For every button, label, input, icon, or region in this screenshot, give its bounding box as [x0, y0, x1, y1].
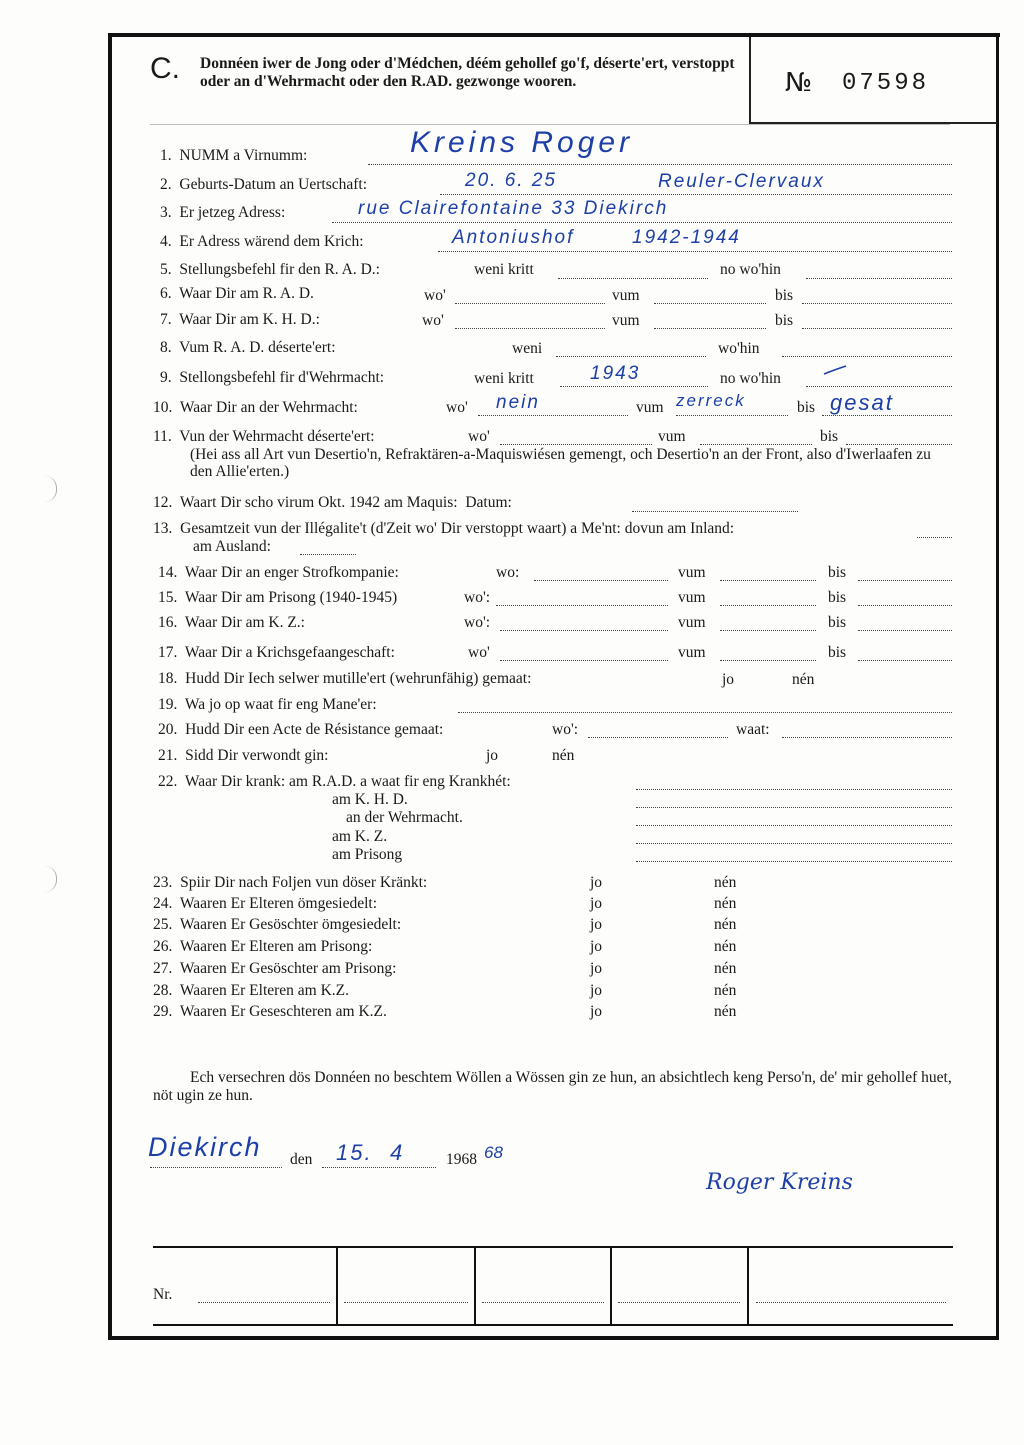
field-label: Waaren Er Geseschteren am K.Z. [179, 1003, 387, 1020]
field-number: 29. [153, 1003, 173, 1020]
field-sublabel: vum [612, 287, 640, 304]
form-section-letter: C. [150, 52, 180, 85]
field-sublabel: bis [797, 399, 816, 416]
field-label: Waar Dir krank: am R.A.D. a waat fir eng Krankhét: [184, 773, 511, 790]
field-label: Stellongsbefehl fir d'Wehrmacht: [179, 369, 385, 386]
table-bottom-line [153, 1324, 953, 1326]
field-sublabel: wo' [424, 287, 446, 304]
field-16-row [158, 614, 305, 632]
table-column-divider [610, 1246, 612, 1326]
field-sublabel: waat: [736, 721, 770, 738]
field-number: 23. [153, 874, 173, 891]
fill-line [478, 414, 628, 416]
field-26-row [153, 938, 372, 956]
field-number: 4. [160, 233, 172, 250]
field-sublabel: am Prisong [332, 846, 403, 863]
yes-option[interactable]: jo [590, 982, 603, 999]
field-sublabel: vum [636, 399, 664, 416]
field-10-row [153, 399, 358, 417]
field-number: 15. [158, 589, 178, 606]
field-label: Wa jo op waat fir eng Mane'er: [184, 696, 377, 713]
fill-line [802, 327, 952, 329]
fill-line [500, 443, 652, 445]
fill-line [560, 385, 708, 387]
field-sublabel: wo' [468, 428, 490, 445]
form-header-text: Donnéen iwer de Jong oder d'Médchen, déém gehollef go'f, déserte'ert, verstoppt oder an d'Wehrmacht oder den R.AD. gezwonge wooren. [200, 55, 735, 90]
field-sublabel: vum [612, 312, 640, 329]
field-9-row [160, 369, 384, 387]
field-23-row [153, 874, 427, 892]
field-5-row [160, 261, 380, 279]
frame-left-border [108, 33, 112, 1340]
field-sublabel: no wo'hin [720, 370, 781, 387]
field-sublabel: no wo'hin [720, 261, 781, 278]
field-number: 7. [160, 311, 172, 328]
no-option[interactable]: nén [714, 1003, 737, 1020]
fill-line [782, 736, 952, 738]
field-label: Waar Dir an enger Strofkompanie: [184, 564, 399, 581]
field-number: 16. [158, 614, 178, 631]
field-sublabel: wo' [468, 644, 490, 661]
field-sublabel: wo' [422, 312, 444, 329]
field-13-row [153, 520, 734, 538]
field-29-row [153, 1003, 387, 1021]
field-sublabel: bis [775, 287, 794, 304]
yes-option[interactable]: jo [590, 960, 603, 977]
name-value[interactable]: Kreins Roger [410, 126, 634, 159]
field-label: Waar Dir am Prisong (1940-1945) [184, 589, 398, 606]
fill-line [534, 579, 668, 581]
fill-line [588, 736, 728, 738]
field-label: Waar Dir a Krichsgefaangeschaft: [184, 644, 395, 661]
field-number: 9. [160, 369, 172, 386]
signature-place[interactable]: Diekirch [148, 1132, 262, 1162]
field-18-row [158, 670, 531, 688]
fill-line [482, 1301, 604, 1303]
fill-line [858, 604, 952, 606]
fill-line [636, 824, 952, 826]
wehrmacht-order-year[interactable]: 1943 [590, 363, 641, 384]
fill-line [720, 579, 816, 581]
fill-line [720, 659, 816, 661]
field-22-row [158, 773, 511, 791]
field-number: 21. [158, 747, 178, 764]
field-sublabel: an der Wehrmacht. [346, 809, 463, 826]
field-sublabel: bis [828, 614, 847, 631]
field-25-row [153, 916, 401, 934]
fill-line [438, 250, 952, 252]
table-top-line [153, 1246, 953, 1248]
field-number: 25. [153, 916, 173, 933]
fill-line [858, 579, 952, 581]
fill-line [806, 277, 952, 279]
table-column-divider [474, 1246, 476, 1326]
field-sublabel: am K. H. D. [332, 791, 408, 808]
field-number: 26. [153, 938, 173, 955]
fill-line [198, 1301, 330, 1303]
fill-line [500, 659, 668, 661]
fill-line [150, 1166, 282, 1168]
fill-line [802, 302, 952, 304]
field-label: Vun der Wehrmacht déserte'ert: [179, 428, 375, 445]
header-rule [150, 124, 950, 125]
fill-line [654, 302, 766, 304]
fill-line [458, 711, 952, 713]
field-label: Vum R. A. D. déserte'ert: [179, 339, 336, 356]
current-address-value[interactable]: rue Clairefontaine 33 Diekirch [358, 198, 669, 219]
number-sign: № [785, 68, 813, 98]
field-sublabel: wo' [446, 399, 468, 416]
signature-day[interactable]: 15. [336, 1140, 373, 1165]
field-label: Hudd Dir een Acte de Résistance gemaat: [185, 721, 444, 738]
fill-line [300, 553, 356, 555]
field-label: Waar Dir am K. H. D.: [179, 311, 320, 328]
table-column-divider [336, 1246, 338, 1326]
field-12-row [153, 494, 512, 512]
fill-line [756, 1301, 946, 1303]
punch-hole-mark [44, 866, 57, 892]
field-sublabel: bis [828, 644, 847, 661]
field-17-row [158, 644, 395, 662]
handwritten-dash [822, 364, 848, 378]
field-sublabel: bis [820, 428, 839, 445]
field-7-row [160, 311, 320, 329]
yes-option[interactable]: jo [590, 895, 603, 912]
field-sublabel: vum [678, 589, 706, 606]
field-sublabel: bis [828, 564, 847, 581]
field-number: 18. [158, 670, 178, 687]
field-label: Waaren Er Elteren ömgesiedelt: [179, 895, 378, 912]
fill-line [917, 536, 952, 538]
frame-top-border [108, 33, 1000, 37]
fill-line [455, 327, 605, 329]
field-sublabel: wo': [464, 589, 491, 606]
field-label: Hudd Dir Iech selwer mutille'ert (wehrunfähig) gemaat: [185, 670, 532, 687]
field-11-note: (Hei ass all Art vun Desertio'n, Refraktären-a-Maquiswiésen gemengt, och Desertio'n an der Front, also d'Iwerlaafen zu den Allie'erten.) [190, 446, 931, 480]
fill-line [636, 788, 952, 790]
field-4-row [160, 233, 364, 251]
fill-line [846, 443, 952, 445]
field-8-row [160, 339, 336, 357]
field-6-row [160, 285, 314, 303]
no-option[interactable]: nén [792, 671, 815, 688]
field-sublabel: wo': [464, 614, 491, 631]
field-19-row [158, 696, 377, 714]
fill-line [720, 604, 816, 606]
fill-line [496, 604, 668, 606]
field-sublabel: wo: [496, 564, 520, 581]
yes-option[interactable]: jo [722, 671, 735, 688]
field-number: 13. [153, 520, 173, 537]
year-hand[interactable]: 68 [484, 1143, 503, 1162]
fill-line [636, 842, 952, 844]
field-number: 14. [158, 564, 178, 581]
war-address-years[interactable]: 1942-1944 [632, 227, 741, 248]
fill-line [858, 659, 952, 661]
table-column-divider [747, 1246, 749, 1326]
fill-line [632, 510, 798, 512]
field-label: Er jetzeg Adress: [179, 204, 286, 221]
field-label: Sidd Dir verwondt gin: [185, 747, 329, 764]
field-11-row [153, 428, 375, 446]
field-number: 10. [153, 399, 173, 416]
birth-date-value[interactable]: 20. 6. 25 [465, 170, 557, 191]
fill-line [858, 629, 952, 631]
field-number: 28. [153, 982, 173, 999]
fill-line [618, 1301, 740, 1303]
field-1-row [160, 147, 307, 165]
field-3-row [160, 204, 285, 222]
yes-option[interactable]: jo [590, 874, 603, 891]
frame-bottom-border [108, 1336, 999, 1340]
field-sublabel: weni kritt [474, 261, 534, 278]
field-number: 3. [160, 204, 172, 221]
field-label: Spiir Dir nach Foljen vun döser Kränkt: [180, 874, 428, 891]
no-option[interactable]: nén [714, 916, 737, 933]
field-label: Gesamtzeit vun der Illégalite't (d'Zeit wo' Dir verstoppt waart) a Me'nt: dovun am Inland: [180, 520, 735, 537]
field-21-row [158, 747, 329, 765]
field-sublabel: vum [678, 614, 706, 631]
fill-line [440, 193, 952, 195]
field-number: 27. [153, 960, 173, 977]
field-28-row [153, 982, 349, 1000]
fill-line [676, 414, 788, 416]
field-sublabel: Datum: [465, 494, 512, 511]
fill-line [558, 277, 708, 279]
field-number: 2. [160, 176, 172, 193]
field-sublabel: weni kritt [474, 370, 534, 387]
field-number: 11. [153, 428, 172, 445]
fill-line [654, 327, 766, 329]
field-sublabel: wo': [552, 721, 579, 738]
field-number: 20. [158, 721, 178, 738]
yes-option[interactable]: jo [590, 1003, 603, 1020]
field-label: NUMM a Virnumm: [179, 147, 308, 164]
field-sublabel: am Ausland: [193, 538, 271, 555]
no-option[interactable]: nén [552, 747, 575, 764]
wehrmacht-from-value[interactable]: zerreck [676, 391, 746, 410]
no-option[interactable]: nén [714, 938, 737, 955]
field-number: 1. [160, 147, 172, 164]
den-label: den [290, 1151, 313, 1168]
fill-line [556, 355, 706, 357]
punch-hole-mark [44, 476, 57, 502]
field-label: Waar Dir an der Wehrmacht: [179, 399, 358, 416]
wehrmacht-until-value[interactable]: gesat [830, 390, 894, 415]
field-number: 22. [158, 773, 178, 790]
field-label: Waaren Er Elteren am K.Z. [179, 982, 350, 999]
field-number: 19. [158, 696, 178, 713]
field-label: Geburts-Datum an Uertschaft: [179, 176, 368, 193]
no-option[interactable]: nén [714, 874, 737, 891]
header-divider [749, 37, 751, 125]
field-sublabel: vum [678, 564, 706, 581]
frame-right-border [996, 33, 999, 1340]
field-label: Waar Dir am R. A. D. [179, 285, 314, 302]
field-label: Waart Dir scho virum Okt. 1942 am Maquis: [179, 494, 458, 511]
field-27-row [153, 960, 396, 978]
field-sublabel: bis [775, 312, 794, 329]
field-number: 24. [153, 895, 173, 912]
fill-line [720, 629, 816, 631]
fill-line [700, 443, 812, 445]
field-number: 17. [158, 644, 178, 661]
field-label: Waaren Er Gesöschter ömgesiedelt: [179, 916, 402, 933]
field-label: Er Adress wärend dem Krich: [179, 233, 364, 250]
no-option[interactable]: nén [714, 895, 737, 912]
field-sublabel: vum [678, 644, 706, 661]
birth-place-value[interactable]: Reuler-Clervaux [658, 171, 825, 192]
field-sublabel: vum [658, 428, 686, 445]
fill-line [636, 860, 952, 862]
yes-option[interactable]: jo [590, 916, 603, 933]
fill-line [806, 385, 952, 387]
field-14-row [158, 564, 399, 582]
field-label: Waaren Er Gesöschter am Prisong: [179, 960, 397, 977]
fill-line [344, 1301, 468, 1303]
field-sublabel: bis [828, 589, 847, 606]
nr-label: Nr. [153, 1286, 173, 1303]
yes-option[interactable]: jo [486, 747, 499, 764]
field-15-row [158, 589, 397, 607]
no-option[interactable]: nén [714, 982, 737, 999]
field-number: 12. [153, 494, 173, 511]
signature-month[interactable]: 4 [390, 1140, 405, 1165]
fill-line [332, 221, 952, 223]
fill-line [782, 355, 952, 357]
field-24-row [153, 895, 377, 913]
form-number: 07598 [842, 70, 930, 97]
field-sublabel: weni [512, 340, 543, 357]
fill-line [368, 163, 952, 165]
fill-line [500, 629, 668, 631]
war-address-value[interactable]: Antoniushof [452, 227, 575, 248]
no-option[interactable]: nén [714, 960, 737, 977]
yes-option[interactable]: jo [590, 938, 603, 955]
field-sublabel: wo'hin [718, 340, 760, 357]
signature[interactable]: Roger Kreins [706, 1170, 853, 1195]
field-number: 5. [160, 261, 172, 278]
year-prefix: 1968 [446, 1151, 477, 1168]
field-label: Stellungsbefehl fir den R. A. D.: [179, 261, 380, 278]
declaration-text: Ech versechren dös Donnéen no beschtem Wöllen a Wössen gin ze hun, an absichtlech keng Perso'n, de' mir gehollef huet, nöt ugin ze hun. [153, 1069, 952, 1104]
field-20-row [158, 721, 443, 739]
fill-line [322, 1166, 436, 1168]
wehrmacht-where-value[interactable]: nein [496, 392, 540, 413]
field-label: Waar Dir am K. Z.: [184, 614, 305, 631]
field-label: Waaren Er Elteren am Prisong: [179, 938, 373, 955]
field-sublabel: am K. Z. [332, 828, 388, 845]
field-number: 6. [160, 285, 172, 302]
field-number: 8. [160, 339, 172, 356]
fill-line [455, 302, 605, 304]
field-2-row [160, 176, 367, 194]
fill-line [636, 806, 952, 808]
